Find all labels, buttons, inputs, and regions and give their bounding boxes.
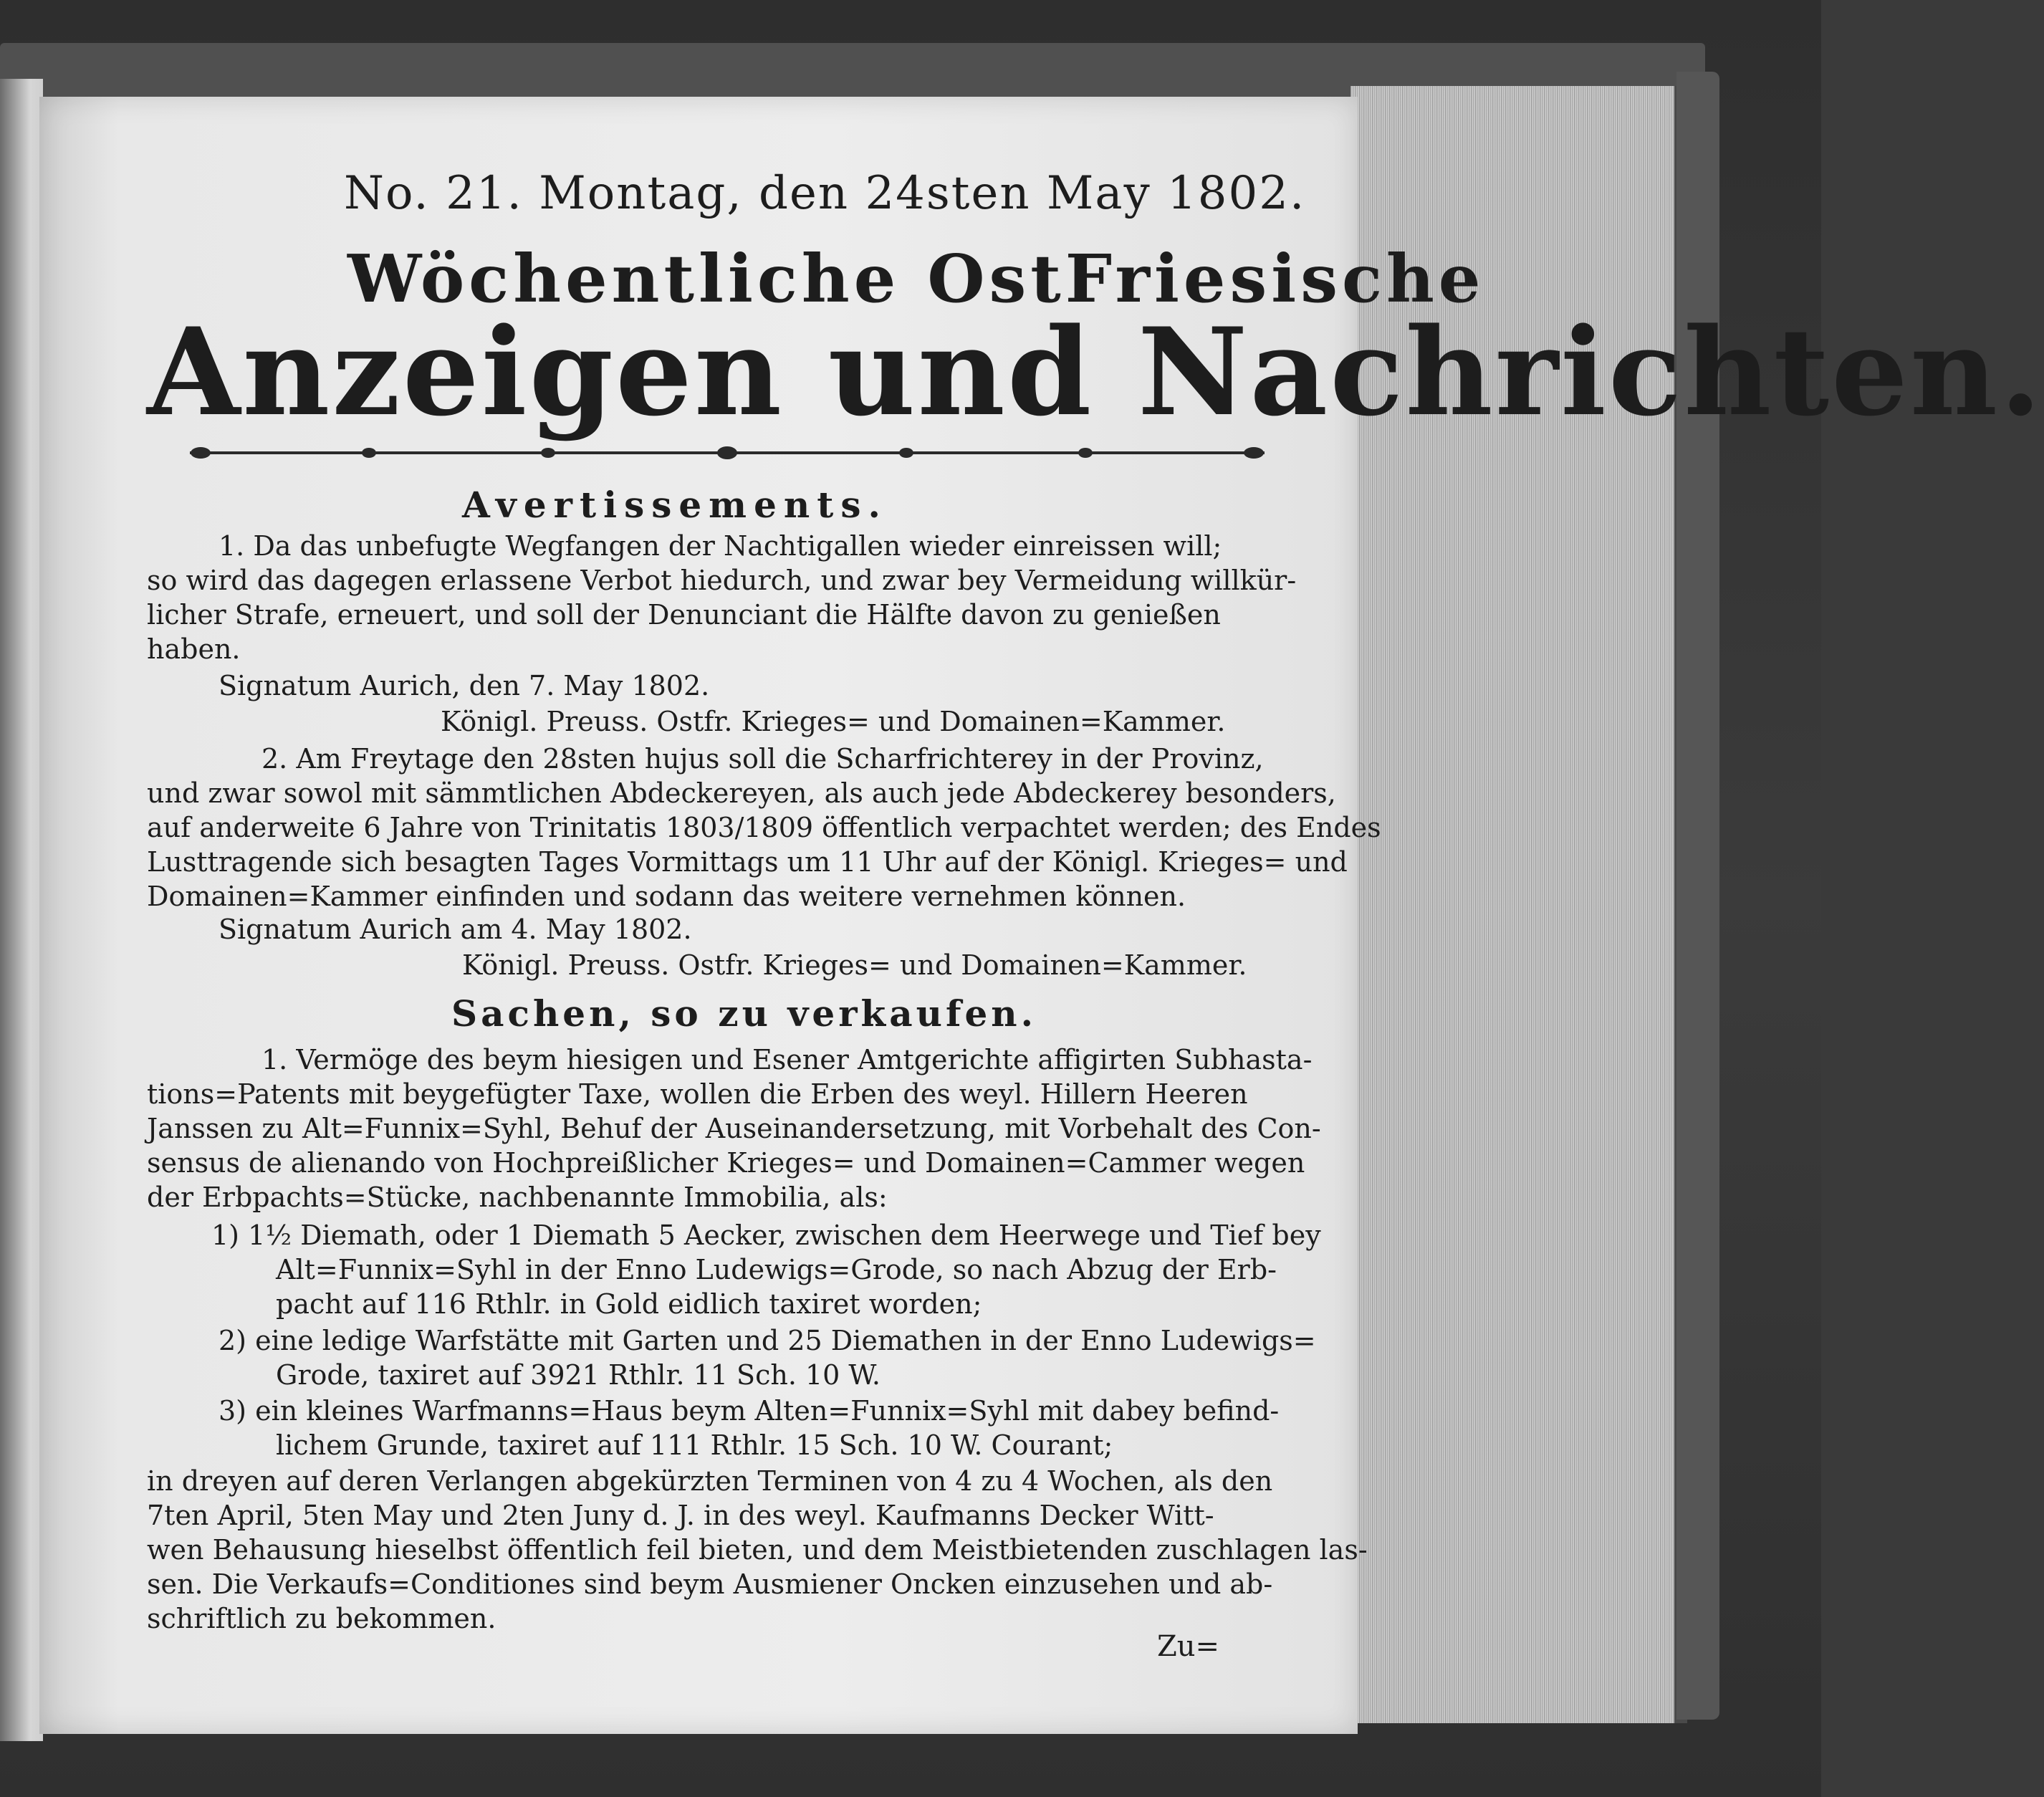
signature-line: Signatum Aurich am 4. May 1802. bbox=[219, 914, 692, 945]
section-heading-avertissements: Avertissements. bbox=[462, 484, 888, 526]
text-line: der Erbpachts=Stücke, nachbenannte Immobilia, als: bbox=[147, 1182, 888, 1213]
text-line: licher Strafe, erneuert, und soll der Denunciant die Hälfte davon zu genießen bbox=[147, 599, 1221, 631]
text-line: Janssen zu Alt=Funnix=Syhl, Behuf der Auseinandersetzung, mit Vorbehalt des Con- bbox=[147, 1113, 1321, 1144]
list-item-line: lichem Grunde, taxiret auf 111 Rthlr. 15 Sch. 10 W. Courant; bbox=[276, 1429, 1113, 1461]
text-line: sensus de alienando von Hochpreißlicher Krieges= und Domainen=Cammer wegen bbox=[147, 1147, 1305, 1179]
text-line: 7ten April, 5ten May und 2ten Juny d. J. in des weyl. Kaufmanns Decker Witt- bbox=[147, 1500, 1214, 1531]
left-page-edge bbox=[0, 79, 43, 1741]
section-heading-sachen: Sachen, so zu verkaufen. bbox=[451, 992, 1037, 1035]
text-line: tions=Patents mit beygefügter Taxe, wollen die Erben des weyl. Hillern Heeren bbox=[147, 1078, 1248, 1110]
text-line: schriftlich zu bekommen. bbox=[147, 1603, 496, 1634]
text-line: 1. Vermöge des beym hiesigen und Esener Amtgerichte affigirten Subhasta- bbox=[262, 1044, 1313, 1075]
text-line: so wird das dagegen erlassene Verbot hiedurch, und zwar bey Vermeidung willkür- bbox=[147, 565, 1297, 596]
list-item-line: Grode, taxiret auf 3921 Rthlr. 11 Sch. 10 W. bbox=[276, 1359, 881, 1391]
list-item-line: pacht auf 116 Rthlr. in Gold eidlich taxiret worden; bbox=[276, 1288, 982, 1320]
text-line: sen. Die Verkaufs=Conditiones sind beym Ausmiener Oncken einzusehen und ab- bbox=[147, 1568, 1273, 1600]
text-line: 1. Da das unbefugte Wegfangen der Nachtigallen wieder einreissen will; bbox=[219, 530, 1222, 562]
masthead-title-line-1: Wöchentliche OstFriesische bbox=[347, 240, 1485, 317]
text-line: Lusttragende sich besagten Tages Vormittags um 11 Uhr auf der Königl. Krieges= und bbox=[147, 846, 1348, 878]
text-line: haben. bbox=[147, 633, 241, 665]
text-line: Domainen=Kammer einfinden und sodann das weitere vernehmen können. bbox=[147, 881, 1186, 912]
list-item-line: Alt=Funnix=Syhl in der Enno Ludewigs=Grode, so nach Abzug der Erb- bbox=[276, 1254, 1277, 1285]
text-line: 2. Am Freytage den 28sten hujus soll die Scharfrichterey in der Provinz, bbox=[262, 743, 1264, 775]
issue-line: No. 21. Montag, den 24sten May 1802. bbox=[344, 167, 1306, 220]
list-item-line: 3) ein kleines Warfmanns=Haus beym Alten=Funnix=Syhl mit dabey befind- bbox=[219, 1395, 1280, 1427]
text-line: in dreyen auf deren Verlangen abgekürzten Terminen von 4 zu 4 Wochen, als den bbox=[147, 1465, 1273, 1497]
masthead-title-line-2: Anzeigen und Nachrichten. bbox=[147, 301, 2044, 443]
newspaper-page bbox=[39, 97, 2044, 1734]
signature-line: Signatum Aurich, den 7. May 1802. bbox=[219, 670, 710, 701]
list-item-line: 1) 1½ Diemath, oder 1 Diemath 5 Aecker, zwischen dem Heerwege und Tief bey bbox=[211, 1219, 1321, 1251]
text-line: und zwar sowol mit sämmtlichen Abdeckereyen, als auch jede Abdeckerey besonders, bbox=[147, 777, 1336, 809]
catchword: Zu= bbox=[1157, 1630, 1220, 1663]
text-line: auf anderweite 6 Jahre von Trinitatis 1803/1809 öffentlich verpachtet werden; des Endes bbox=[147, 812, 1381, 843]
list-item-line: 2) eine ledige Warfstätte mit Garten und 25 Diemathen in der Enno Ludewigs= bbox=[219, 1325, 1316, 1356]
authority-line: Königl. Preuss. Ostfr. Krieges= und Domainen=Kammer. bbox=[441, 706, 1226, 737]
authority-line: Königl. Preuss. Ostfr. Krieges= und Domainen=Kammer. bbox=[462, 949, 1247, 981]
ornamental-divider bbox=[190, 444, 1265, 461]
text-line: wen Behausung hieselbst öffentlich feil bieten, und dem Meistbietenden zuschlagen las- bbox=[147, 1534, 1368, 1566]
